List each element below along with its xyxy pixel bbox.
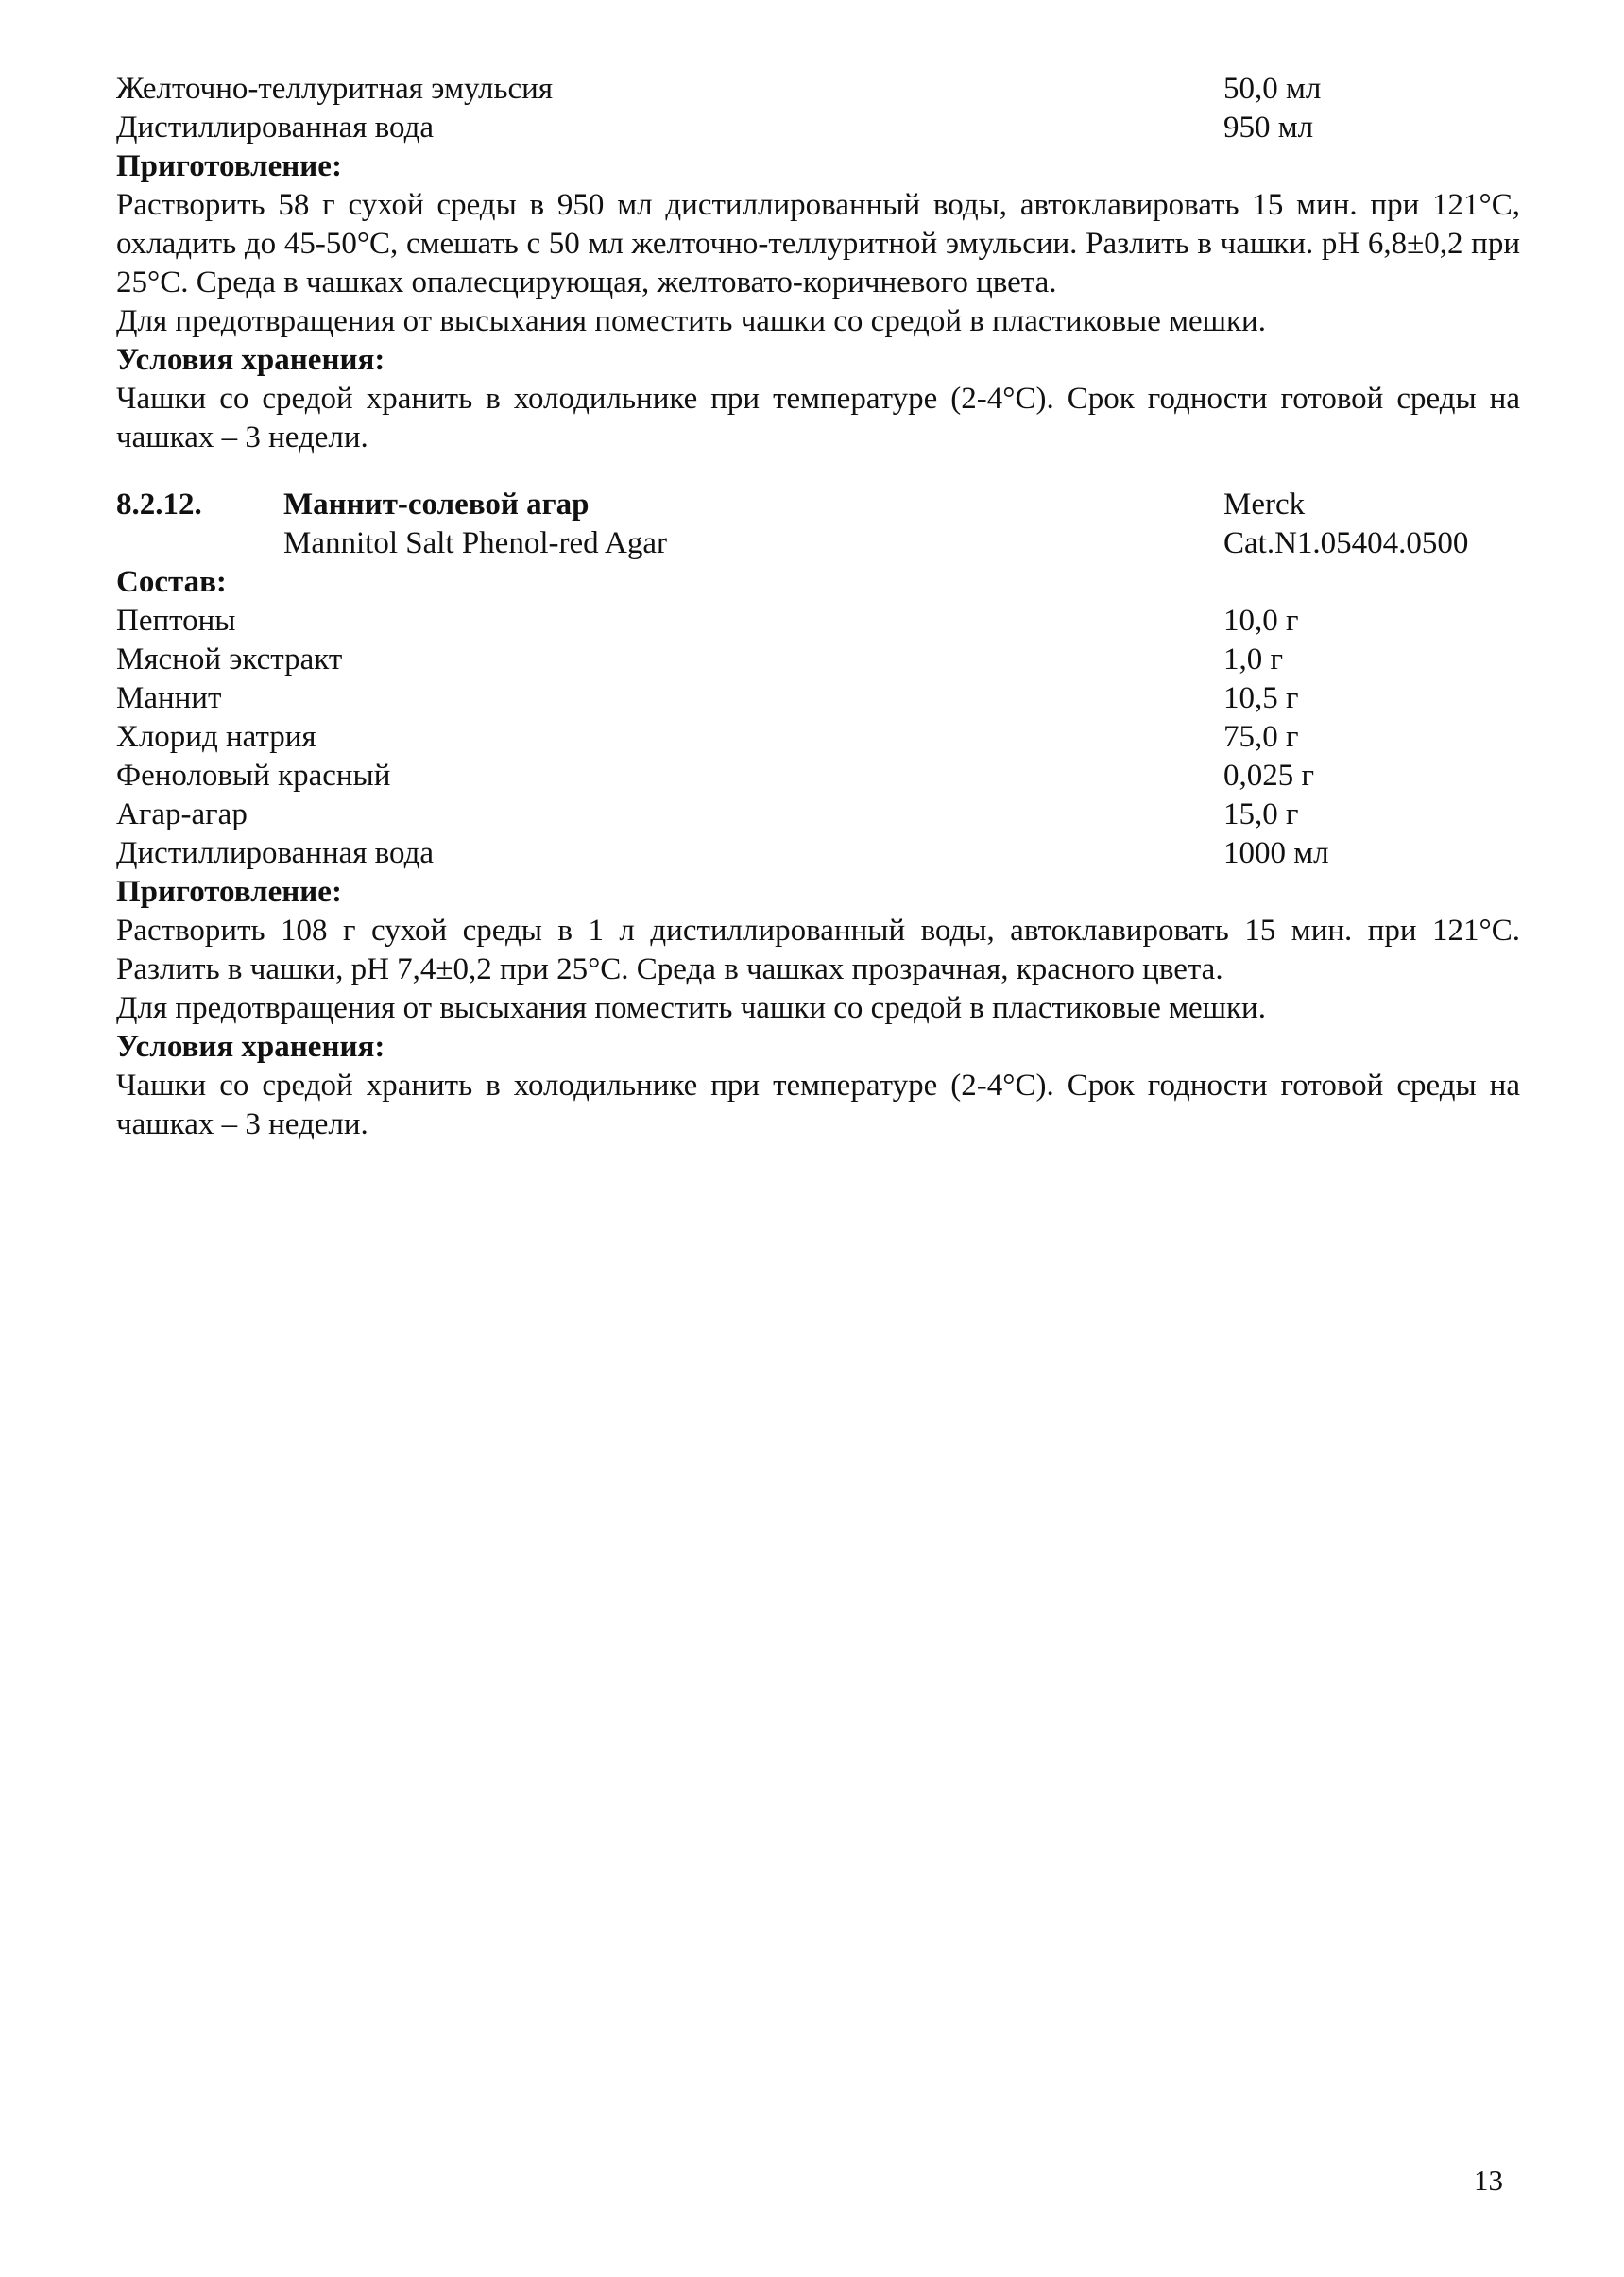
composition-heading: Состав: [116, 565, 227, 599]
ingredient-amount: 950 мл [1223, 111, 1314, 145]
composition-row [116, 834, 1520, 873]
catalog-number: Cat.N1.05404.0500 [1223, 526, 1469, 560]
ingredient-name: Маннит [116, 681, 222, 715]
composition-row [116, 602, 1520, 641]
preparation-heading: Приготовление: [116, 149, 342, 183]
composition-row [116, 70, 1520, 109]
composition-row [116, 679, 1520, 718]
ingredient-name: Хлорид натрия [116, 720, 316, 754]
ingredient-amount: 50,0 мл [1223, 72, 1322, 106]
storage-heading: Условия хранения: [116, 343, 385, 377]
section-subtitle: Mannitol Salt Phenol-red Agar [283, 526, 668, 560]
ingredient-name: Мясной экстракт [116, 642, 343, 676]
storage-text: Чашки со средой хранить в холодильнике при температуре (2-4°С). Срок годности готовой среды на чашках – 3 недели. [116, 1069, 1520, 1141]
composition-row [116, 718, 1520, 757]
preparation-text: Растворить 58 г сухой среды в 950 мл дистиллированный воды, автоклавировать 15 мин. при 121°С, охладить до 45-50°С, смешать с 50 мл желточно-теллуритной эмульсии. Разлить в чашки. pH 6,8±0,2 при 25°С. Среда в чашках опалесцирующая, желтовато-коричневого цвета. [116, 188, 1520, 300]
preparation-note: Для предотвращения от высыхания поместить чашки со средой в пластиковые мешки. [116, 304, 1266, 338]
section-subheader [116, 524, 1520, 563]
ingredient-amount: 75,0 г [1223, 720, 1299, 754]
ingredient-amount: 0,025 г [1223, 759, 1315, 793]
preparation-note: Для предотвращения от высыхания поместить чашки со средой в пластиковые мешки. [116, 991, 1266, 1025]
ingredient-name: Желточно-теллуритная эмульсия [116, 72, 554, 106]
section-number: 8.2.12. [116, 488, 202, 522]
manufacturer: Merck [1223, 488, 1306, 522]
composition-row [116, 757, 1520, 796]
composition-row [116, 796, 1520, 834]
ingredient-amount: 10,5 г [1223, 681, 1299, 715]
preparation-heading: Приготовление: [116, 875, 342, 909]
storage-text: Чашки со средой хранить в холодильнике при температуре (2-4°С). Срок годности готовой среды на чашках – 3 недели. [116, 382, 1520, 454]
ingredient-name: Агар-агар [116, 797, 248, 831]
ingredient-name: Дистиллированная вода [116, 836, 435, 870]
composition-row [116, 641, 1520, 679]
ingredient-amount: 1,0 г [1223, 642, 1284, 676]
ingredient-amount: 1000 мл [1223, 836, 1329, 870]
preparation-text: Растворить 108 г сухой среды в 1 л дистиллированный воды, автоклавировать 15 мин. при 121°С. Разлить в чашки, pH 7,4±0,2 при 25°С. Среда в чашках прозрачная, красного цвета. [116, 914, 1520, 986]
ingredient-name: Пептоны [116, 604, 236, 638]
ingredient-amount: 15,0 г [1223, 797, 1299, 831]
ingredient-name: Феноловый красный [116, 759, 391, 793]
ingredient-name: Дистиллированная вода [116, 111, 435, 145]
section-header [116, 486, 1520, 524]
ingredient-amount: 10,0 г [1223, 604, 1299, 638]
section-title: Маннит-солевой агар [283, 488, 590, 522]
composition-row [116, 109, 1520, 147]
document-page [116, 70, 1520, 1144]
page-number: 13 [1474, 2164, 1503, 2197]
storage-heading: Условия хранения: [116, 1030, 385, 1064]
